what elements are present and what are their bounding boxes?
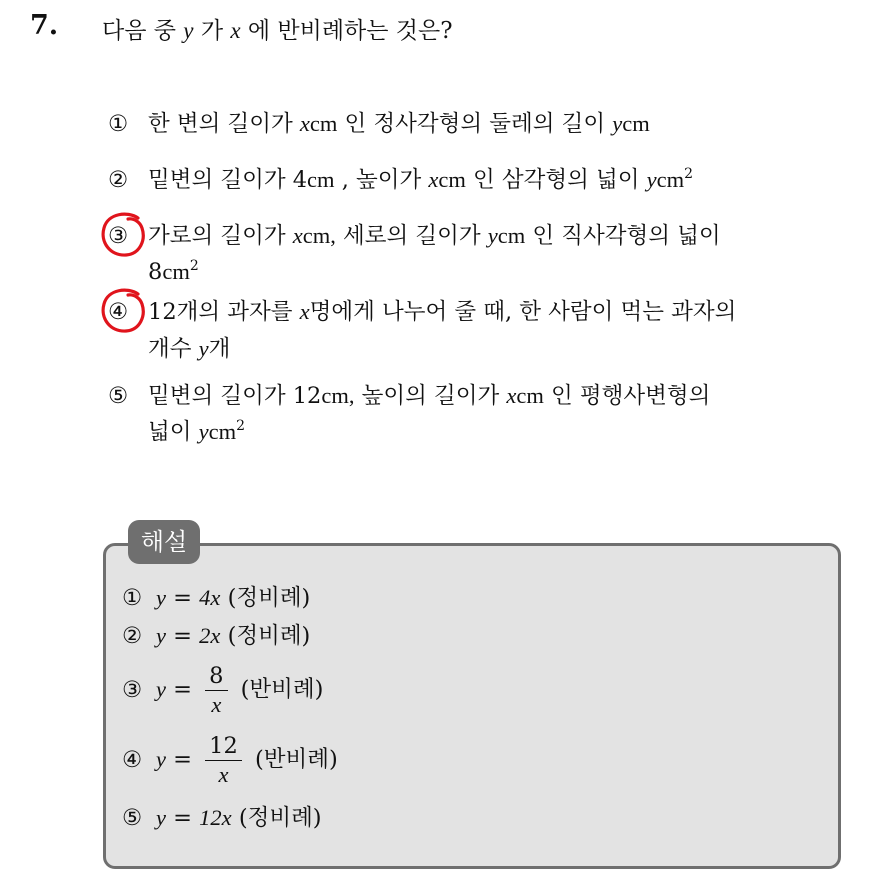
expression: 12x [199, 805, 232, 830]
question-text-post: 에 반비례하는 것은? [247, 18, 453, 44]
var-y: y [198, 336, 209, 361]
expression: 2x [199, 623, 221, 648]
option-text: 인 정사각형의 둘레의 길이 [344, 111, 606, 137]
solution-note: (반비례) [240, 676, 324, 703]
var-y: y [183, 18, 194, 43]
solution-note: (정비례) [227, 623, 311, 649]
question-text [102, 12, 453, 45]
var-y: y [646, 167, 657, 192]
fraction [205, 662, 227, 719]
var-x: x [230, 18, 241, 43]
option-text: 밑변의 길이가 [148, 167, 286, 193]
option-mark: ⑤ [108, 383, 129, 409]
option-3[interactable] [108, 218, 721, 254]
number: 8 [148, 259, 163, 285]
option-3-continued [148, 254, 199, 290]
red-circle-mark-3 [98, 210, 150, 262]
var-y: y [612, 111, 623, 136]
unit: cm [516, 383, 544, 408]
solution-mark: ③ [122, 676, 143, 703]
option-text: 개 [208, 336, 231, 362]
option-text: 개의 과자를 [176, 299, 293, 325]
option-mark: ③ [108, 223, 129, 249]
option-text: 가로의 길이가 [148, 223, 286, 249]
solution-line-2 [122, 618, 310, 650]
var-y: y [487, 223, 498, 248]
option-mark: ① [108, 111, 129, 137]
solution-note: (정비례) [238, 805, 322, 831]
number: 4 [292, 167, 308, 193]
option-text: 세로의 길이가 [343, 223, 481, 249]
question-text-pre: 다음 중 [102, 18, 176, 44]
unit: cm [656, 167, 685, 192]
unit: cm, [321, 383, 355, 408]
fraction [205, 732, 242, 789]
var-y: y [156, 805, 166, 830]
unit: cm [438, 167, 466, 192]
var-x: x [292, 223, 303, 248]
var-x: x [506, 383, 517, 408]
equals-sign: = [173, 676, 193, 703]
unit: cm [497, 223, 526, 248]
var-x: x [299, 111, 310, 136]
denominator: x [211, 692, 222, 717]
unit: cm [162, 259, 190, 284]
var-y: y [198, 419, 209, 444]
exponent: 2 [684, 166, 694, 182]
var-x: x [428, 167, 439, 192]
unit: cm [622, 111, 650, 136]
var-x: x [299, 299, 310, 324]
var-y: y [156, 676, 166, 702]
equals-sign: = [173, 746, 193, 773]
expression: 4x [199, 585, 221, 610]
question-number: 7. [30, 10, 59, 41]
equals-sign: = [173, 585, 193, 611]
option-text: 개수 [148, 336, 192, 362]
option-text: 한 변의 길이가 [148, 111, 293, 137]
solution-note: (반비례) [254, 746, 338, 773]
var-y: y [156, 746, 166, 772]
option-2[interactable] [108, 162, 693, 198]
numerator: 8 [205, 662, 227, 691]
option-5[interactable] [108, 378, 710, 414]
option-text: 넓이 [148, 419, 192, 445]
solution-line-4 [122, 732, 338, 789]
var-y: y [156, 585, 166, 610]
solution-mark: ② [122, 623, 143, 649]
question-text-mid: 가 [200, 18, 224, 44]
number: 12 [148, 299, 177, 325]
exponent: 2 [189, 258, 199, 274]
option-text: , 높이가 [341, 167, 422, 193]
unit: cm, [302, 223, 336, 248]
unit: cm [208, 419, 237, 444]
solution-mark: ④ [122, 746, 143, 773]
option-text: 높이의 길이가 [361, 383, 500, 409]
solution-mark: ① [122, 585, 143, 611]
equals-sign: = [173, 805, 193, 831]
option-4-continued [148, 331, 230, 367]
solution-line-1 [122, 580, 310, 612]
denominator: x [218, 762, 229, 787]
unit: cm [309, 111, 338, 136]
option-4[interactable] [108, 294, 736, 330]
unit: cm [307, 167, 335, 192]
option-text: 인 삼각형의 넓이 [473, 167, 640, 193]
option-mark: ② [108, 167, 129, 193]
option-text: 밑변의 길이가 [148, 383, 286, 409]
option-text: 인 직사각형의 넓이 [532, 223, 721, 249]
option-text: 인 평행사변형의 [551, 383, 711, 409]
var-y: y [156, 623, 166, 648]
option-1[interactable] [108, 106, 650, 142]
solution-line-5 [122, 800, 322, 832]
solution-line-3 [122, 662, 323, 719]
solution-note: (정비례) [227, 585, 311, 611]
equals-sign: = [173, 623, 193, 649]
option-5-continued [148, 414, 245, 450]
option-mark: ④ [108, 299, 129, 325]
numerator: 12 [205, 732, 242, 761]
option-text: 명에게 나누어 줄 때, 한 사람이 먹는 과자의 [309, 299, 737, 325]
solution-mark: ⑤ [122, 805, 143, 831]
red-circle-mark-4 [98, 286, 150, 338]
number: 12 [292, 383, 322, 409]
solution-title: 해설 [128, 520, 200, 564]
exponent: 2 [236, 418, 246, 434]
